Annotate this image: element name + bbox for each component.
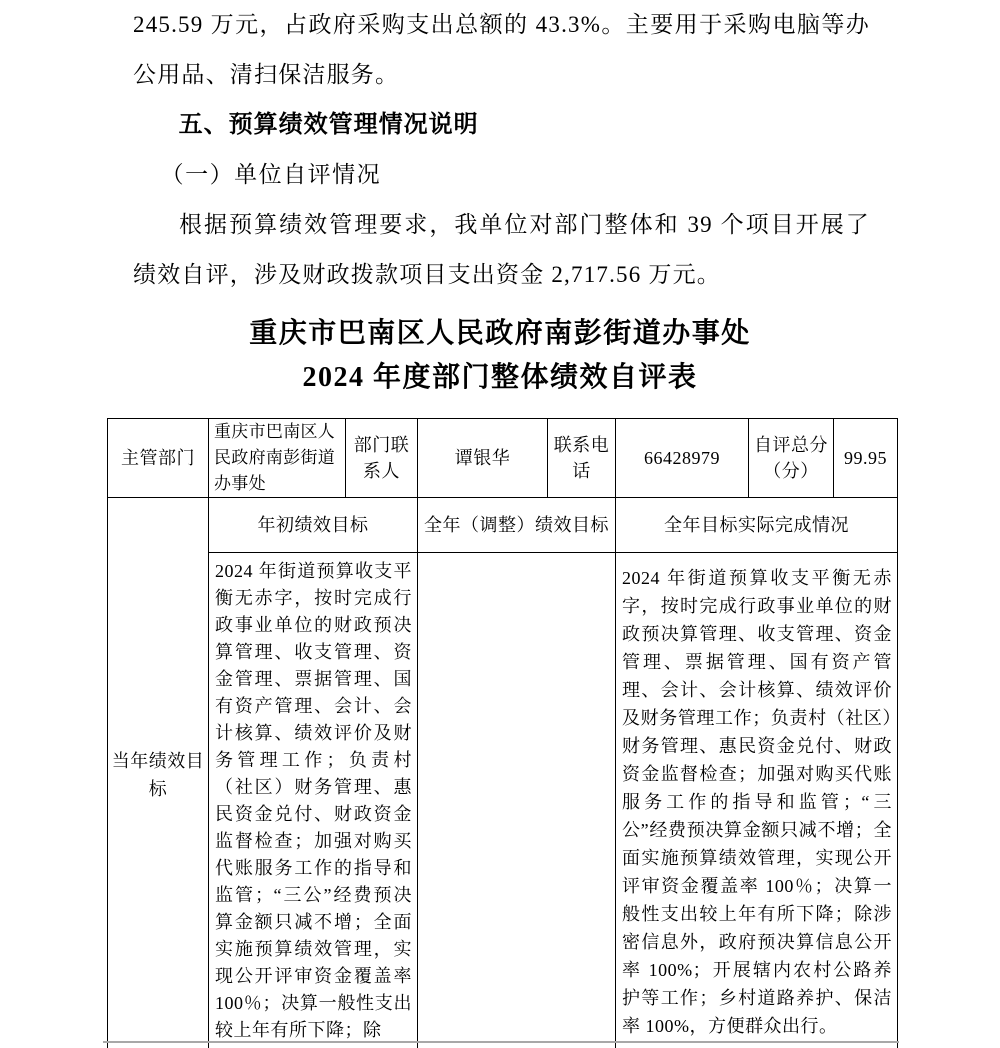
paragraph-procurement: 245.59 万元，占政府采购支出总额的 43.3%。主要用于采购电脑等办公用品、清扫保洁服务。: [133, 12, 870, 87]
dept-value-cell: 重庆市巴南区人民政府南彭街道办事处: [209, 419, 346, 498]
phone-value-cell: 66428979: [616, 419, 749, 498]
table-title-line1: 重庆市巴南区人民政府南彭街道办事处: [249, 318, 751, 349]
table-title-line2: 2024 年度部门整体绩效自评表: [302, 362, 698, 393]
initial-target-header-cell: 年初绩效目标: [209, 498, 418, 553]
intro-text-block: [133, 0, 870, 300]
subsection-heading-self-evaluation: （一）单位自评情况: [160, 162, 382, 187]
table-header-row: [108, 419, 898, 498]
page-bottom-cut-line: [103, 1041, 899, 1043]
score-label-cell: 自评总分（分）: [749, 419, 834, 498]
self-evaluation-table: [107, 418, 898, 1048]
adjusted-target-text-cell: [418, 553, 616, 1048]
section-heading-budget-performance: 五、预算绩效管理情况说明: [178, 111, 479, 138]
contact-label-cell: 部门联系人: [346, 419, 418, 498]
table-title-block: [0, 312, 1000, 400]
dept-label-cell: 主管部门: [108, 419, 209, 498]
initial-target-text-cell: 2024 年街道预算收支平衡无赤字，按时完成行政事业单位的财政预决算管理、收支管理、资金管理、票据管理、国有资产管理、会计、会计核算、绩效评价及财务管理工作；负责村（社区）财务管理、惠民资金兑付、财政资金监督检查；加强对购买代账服务工作的指导和监管；“三公”经费预决算金额只减不增；全面实施预算绩效管理，实现公开评审资金覆盖率 100％；决算一般性支出较上年有所下降；除: [209, 553, 418, 1048]
contact-value-cell: 谭银华: [418, 419, 548, 498]
annual-target-row-label-cell: 当年绩效目标: [108, 498, 209, 1048]
actual-completion-header-cell: 全年目标实际完成情况: [616, 498, 898, 553]
target-content-row: [108, 553, 898, 1048]
target-columns-header-row: [108, 498, 898, 553]
paragraph-self-evaluation-summary: 根据预算绩效管理要求，我单位对部门整体和 39 个项目开展了绩效自评，涉及财政拨款项目支出资金 2,717.56 万元。: [133, 212, 870, 287]
actual-completion-text-cell: 2024 年街道预算收支平衡无赤字，按时完成行政事业单位的财政预决算管理、收支管理、资金管理、票据管理、国有资产管理、会计、会计核算、绩效评价及财务管理工作；负责村（社区）财务管理、惠民资金兑付、财政资金监督检查；加强对购买代账服务工作的指导和监管；“三公”经费预决算金额只减不增；全面实施预算绩效管理，实现公开评审资金覆盖率 100％；决算一般性支出较上年有所下降；除涉密信息外，政府预决算信息公开率 100%；开展辖内农村公路养护等工作；乡村道路养护、保洁率 100%，方便群众出行。: [616, 553, 898, 1048]
score-value-cell: 99.95: [834, 419, 898, 498]
adjusted-target-header-cell: 全年（调整）绩效目标: [418, 498, 616, 553]
phone-label-cell: 联系电话: [548, 419, 616, 498]
